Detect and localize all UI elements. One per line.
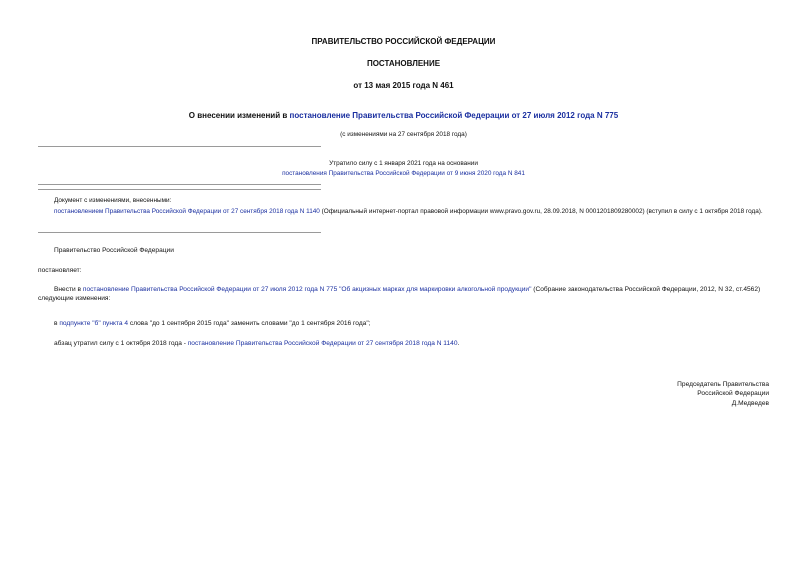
paragraph-2 (54, 319, 371, 328)
p2-suffix: слова "до 1 сентября 2015 года" заменить словами "до 1 сентября 2016 года"; (128, 320, 371, 327)
divider (38, 184, 321, 185)
p3-prefix: абзац утратил силу с 1 октября 2018 года - (54, 340, 188, 347)
p2-subclause-link[interactable]: подпункте "б" пункта 4 (59, 320, 129, 327)
expired-decree-841-link[interactable]: постановления Правительства Российской Федерации от 9 июня 2020 года N 841 (282, 170, 525, 177)
p3-suffix: . (457, 340, 460, 347)
document-date-number: от 13 мая 2015 года N 461 (353, 81, 454, 90)
divider (38, 146, 321, 147)
signature-name: Д.Медведев (731, 399, 769, 407)
revision-note: (с изменениями на 27 сентября 2018 года) (340, 131, 467, 138)
divider (38, 232, 321, 233)
p1-prefix: Внести в (54, 286, 83, 293)
government-text: Правительство Российской Федерации (54, 247, 174, 254)
expired-notice: Утратило силу с 1 января 2021 года на основании (329, 160, 478, 167)
document-type: ПОСТАНОВЛЕНИЕ (366, 59, 441, 68)
title-link-decree-775[interactable]: постановление Правительства Российской Федерации от 27 июля 2012 года N 775 (289, 111, 619, 120)
signature-block (677, 380, 769, 408)
paragraph-3 (54, 339, 459, 348)
government-heading: ПРАВИТЕЛЬСТВО РОССИЙСКОЙ ФЕДЕРАЦИИ (311, 37, 496, 46)
p3-decree-1140-link[interactable]: постановление Правительства Российской Федерации от 27 сентября 2018 года N 1140 (187, 340, 458, 347)
paragraph-1 (38, 285, 773, 304)
document-title (0, 111, 807, 120)
title-prefix: О внесении изменений в (188, 111, 290, 120)
expired-notice-link-wrap (0, 170, 807, 177)
signature-position: Председатель Правительства (677, 381, 769, 388)
divider (38, 189, 321, 190)
p1-suffix: (Собрание законодательства Российской Федерации, 2012, N 32, ст.4562) следующие изменения: (38, 286, 761, 303)
p2-prefix: в (54, 320, 60, 327)
p1-decree-775-link[interactable]: постановление Правительства Российской Федерации от 27 июля 2012 года N 775 "Об акцизных марках для маркировки алкогольной продукции" (82, 286, 532, 293)
changes-intro: Документ с изменениями, внесенными: (54, 197, 172, 204)
signature-country: Российской Федерации (697, 390, 769, 398)
decides-text: постановляет: (38, 267, 82, 274)
changes-list (38, 207, 773, 217)
changes-decree-1140-link[interactable]: постановлением Правительства Российской Федерации от 27 сентября 2018 года N 1140 (54, 208, 320, 215)
changes-source: (Официальный интернет-портал правовой информации www.pravo.gov.ru, 28.09.2018, N 0001201809280002) (вступил в силу с 1 октября 2018 года). (319, 208, 763, 215)
